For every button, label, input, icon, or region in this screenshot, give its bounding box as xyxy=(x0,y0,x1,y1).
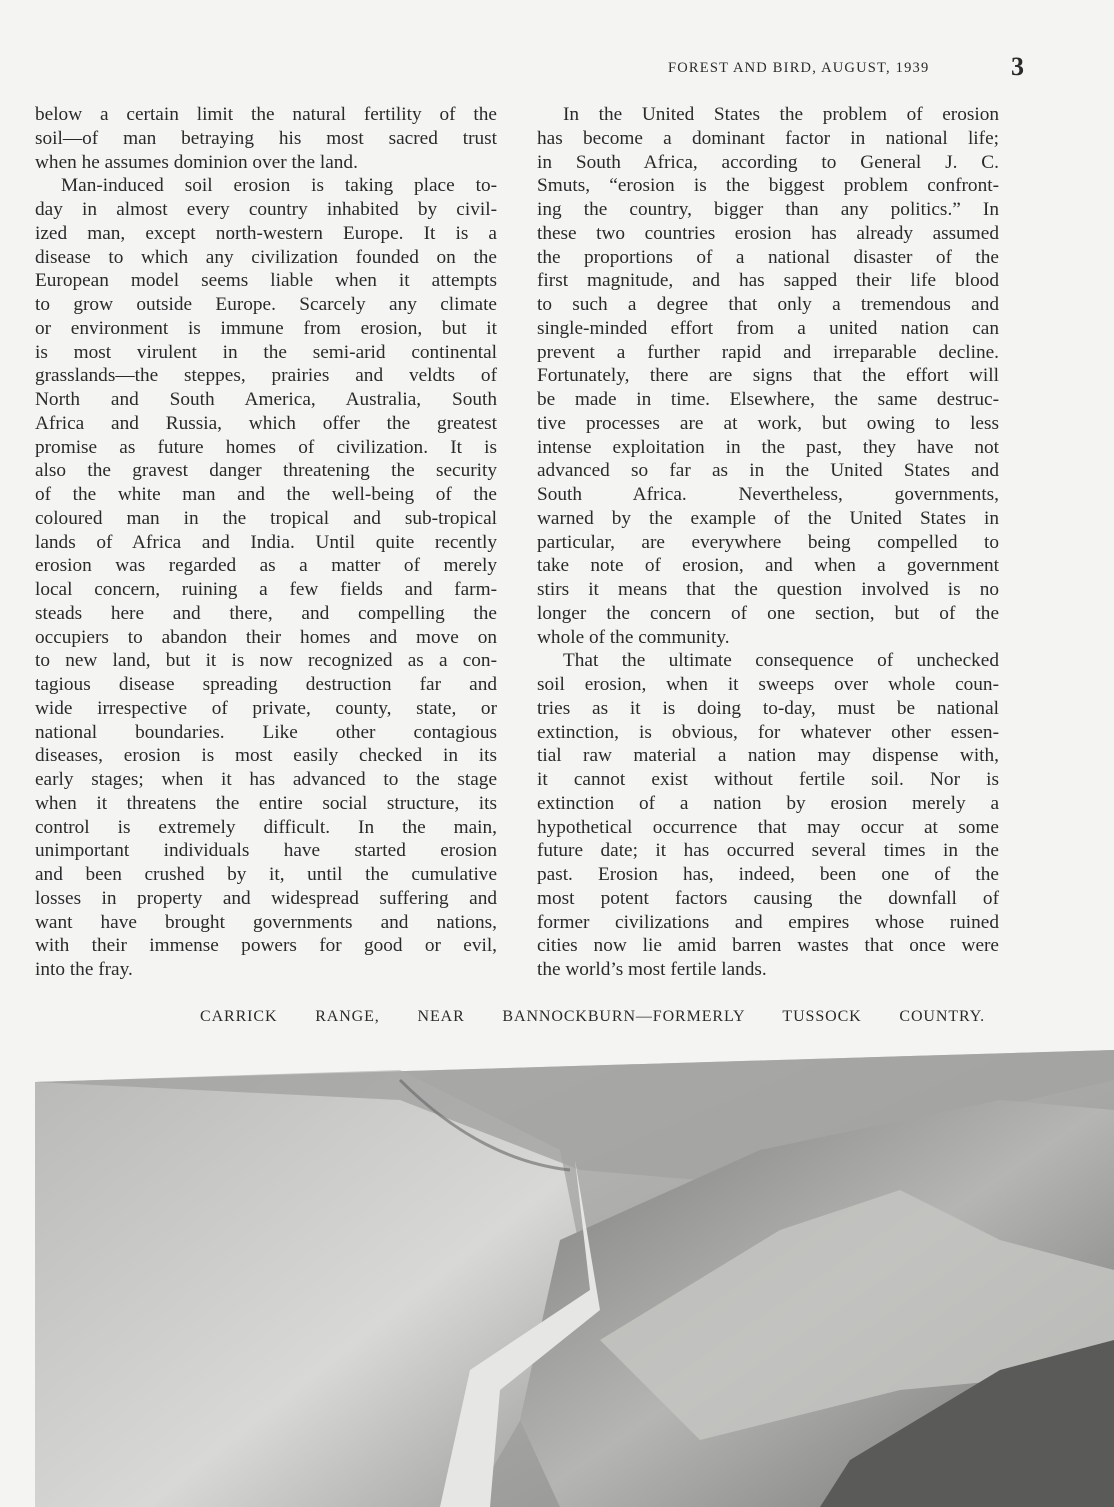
text-line: to such a degree that only a tremendous and xyxy=(537,294,999,315)
text-line: future date; it has occurred several times in the xyxy=(537,840,999,862)
text-line: occupiers to abandon their homes and move on xyxy=(35,626,497,648)
text-line: also the gravest danger threatening the security xyxy=(35,460,497,482)
text-line: first magnitude, and has sapped their life blood xyxy=(537,270,999,292)
text-line: past. Erosion has, indeed, been one of the xyxy=(537,864,999,885)
text-line: ing the country, bigger than any politics.” In xyxy=(537,199,999,220)
text-line: ized man, except north-western Europe. It is a xyxy=(35,222,497,244)
text-line: control is extremely difficult. In the main, xyxy=(35,816,497,838)
text-line: erosion was regarded as a matter of merely xyxy=(35,555,497,577)
text-line: European model seems liable when it attempts xyxy=(35,270,497,292)
running-header: FOREST AND BIRD, AUGUST, 1939 xyxy=(668,60,930,76)
text-line: single-minded effort from a united nation can xyxy=(537,317,999,339)
text-line: prevent a further rapid and irreparable decline. xyxy=(537,341,999,363)
text-line: In the United States the problem of erosion xyxy=(563,104,999,125)
text-line: of the white man and the well-being of the xyxy=(35,484,497,505)
text-line: former civilizations and empires whose ruined xyxy=(537,911,999,933)
text-line: soil—of man betraying his most sacred trust xyxy=(35,127,497,149)
text-line: it cannot exist without fertile soil. Nor is xyxy=(537,769,999,790)
text-line: extinction of a nation by erosion merely a xyxy=(537,792,999,814)
text-line: has become a dominant factor in national life; xyxy=(537,127,999,149)
text-line: tive processes are at work, but owing to less xyxy=(537,412,999,434)
text-line: is most virulent in the semi-arid continental xyxy=(35,341,497,363)
text-line: Smuts, “erosion is the biggest problem confront- xyxy=(537,175,999,197)
paragraph xyxy=(537,103,999,649)
text-line: with their immense powers for good or evil, xyxy=(35,935,497,957)
text-column-left xyxy=(35,103,497,982)
text-line: the world’s most fertile lands. xyxy=(537,959,767,980)
text-line: North and South America, Australia, South xyxy=(35,389,497,410)
text-line: want have brought governments and nations, xyxy=(35,911,497,933)
text-line: advanced so far as in the United States and xyxy=(537,460,999,482)
text-line: intense exploitation in the past, they have not xyxy=(537,436,999,458)
photo-caption: CARRICK RANGE, NEAR BANNOCKBURN—FORMERLY TUSSOCK COUNTRY. xyxy=(200,1008,985,1025)
text-line: particular, are everywhere being compelled to xyxy=(537,531,999,553)
landscape-photo xyxy=(0,1040,1114,1507)
text-line: Fortunately, there are signs that the effort will xyxy=(537,365,999,387)
text-column-right xyxy=(537,103,999,982)
text-line: stirs it means that the question involved is no xyxy=(537,579,999,600)
text-line: wide irrespective of private, county, state, or xyxy=(35,697,497,719)
text-line: below a certain limit the natural fertility of the xyxy=(35,104,497,125)
text-line: when he assumes dominion over the land. xyxy=(35,151,358,173)
text-line: when it threatens the entire social structure, its xyxy=(35,792,497,814)
text-line: tries as it is doing to-day, must be national xyxy=(537,697,999,719)
text-line: tagious disease spreading destruction far and xyxy=(35,674,497,695)
paragraph xyxy=(35,103,497,174)
text-line: steads here and there, and compelling the xyxy=(35,602,497,624)
text-line: and been crushed by it, until the cumulative xyxy=(35,864,497,885)
text-line: early stages; when it has advanced to the stage xyxy=(35,769,497,790)
text-line: national boundaries. Like other contagious xyxy=(35,721,497,743)
text-line: to grow outside Europe. Scarcely any climate xyxy=(35,294,497,315)
text-line: extinction, is obvious, for whatever other essen- xyxy=(537,721,999,743)
text-line: warned by the example of the United States in xyxy=(537,507,999,529)
text-line: whole of the community. xyxy=(537,626,730,648)
paragraph xyxy=(537,649,999,982)
text-line: soil erosion, when it sweeps over whole coun- xyxy=(537,674,999,695)
text-line: lands of Africa and India. Until quite recently xyxy=(35,531,497,553)
text-line: in South Africa, according to General J. C. xyxy=(537,151,999,173)
text-line: these two countries erosion has already assumed xyxy=(537,222,999,244)
text-line: cities now lie amid barren wastes that once were xyxy=(537,935,999,957)
text-line: hypothetical occurrence that may occur at some xyxy=(537,816,999,838)
text-line: Man-induced soil erosion is taking place to- xyxy=(61,175,497,197)
text-line: or environment is immune from erosion, but it xyxy=(35,317,497,339)
text-line: into the fray. xyxy=(35,959,133,980)
text-line: losses in property and widespread suffering and xyxy=(35,887,497,909)
text-line: day in almost every country inhabited by civil- xyxy=(35,199,497,220)
text-line: longer the concern of one section, but of the xyxy=(537,602,999,624)
text-line: most potent factors causing the downfall of xyxy=(537,887,999,909)
text-line: take note of erosion, and when a government xyxy=(537,555,999,577)
text-line: diseases, erosion is most easily checked in its xyxy=(35,745,497,767)
text-line: disease to which any civilization founded on the xyxy=(35,246,497,268)
text-line: the proportions of a national disaster of the xyxy=(537,246,999,268)
paragraph xyxy=(35,174,497,982)
text-line: Africa and Russia, which offer the greatest xyxy=(35,412,497,434)
text-line: to new land, but it is now recognized as a con- xyxy=(35,650,497,672)
text-line: promise as future homes of civilization. It is xyxy=(35,436,497,458)
text-line: local concern, ruining a few fields and farm- xyxy=(35,579,497,600)
text-line: tial raw material a nation may dispense with, xyxy=(537,745,999,767)
page-number: 3 xyxy=(1011,52,1024,81)
text-line: That the ultimate consequence of unchecked xyxy=(563,650,999,672)
text-line: unimportant individuals have started erosion xyxy=(35,840,497,862)
text-line: be made in time. Elsewhere, the same destruc- xyxy=(537,389,999,410)
text-line: South Africa. Nevertheless, governments, xyxy=(537,484,999,505)
text-line: coloured man in the tropical and sub-tropical xyxy=(35,507,497,529)
text-line: grasslands—the steppes, prairies and veldts of xyxy=(35,365,497,387)
